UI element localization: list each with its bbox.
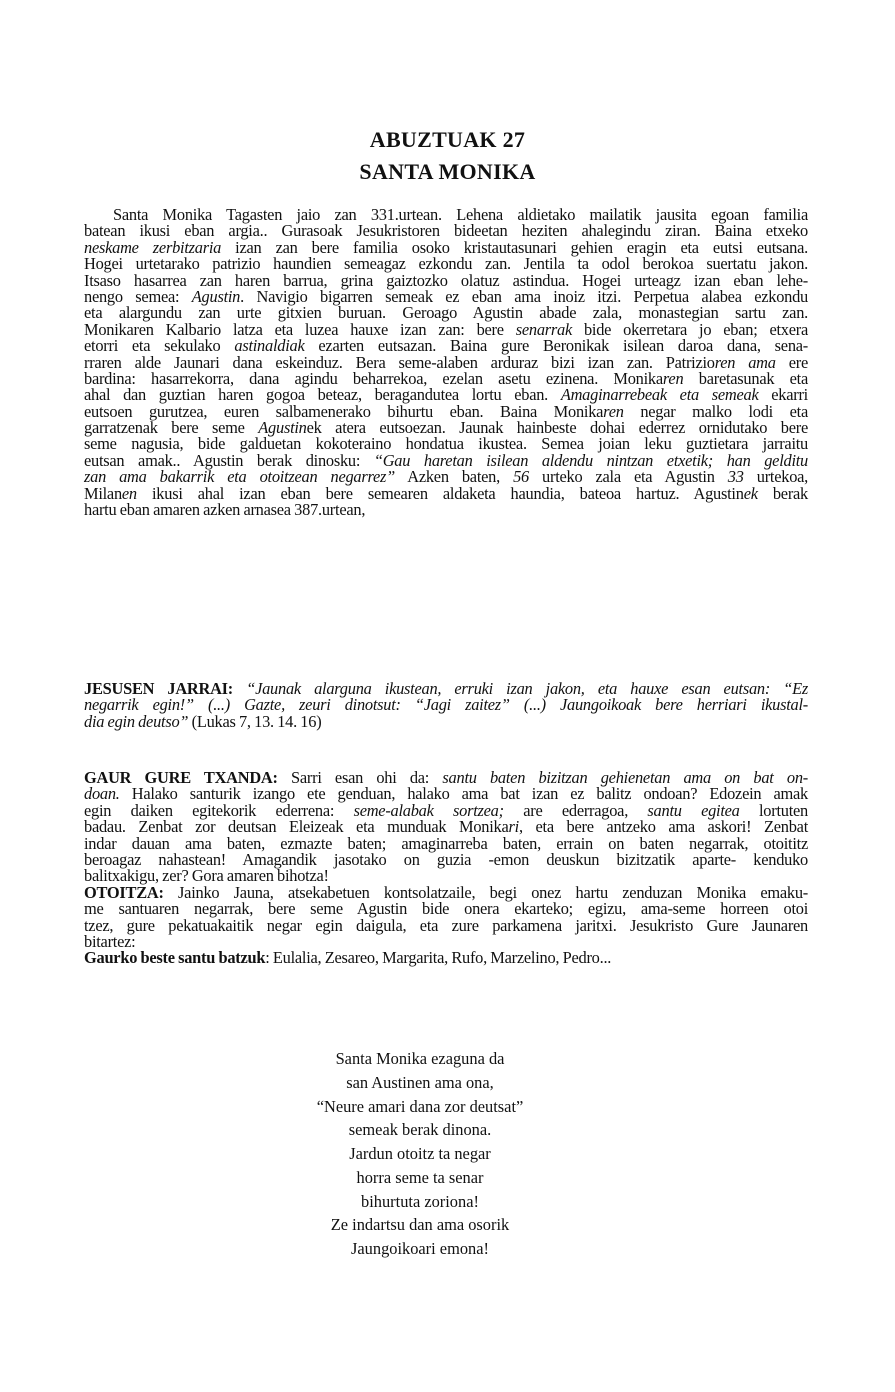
gaur-gure-txanda-paragraph — [84, 766, 808, 968]
text-segment: beroagaz nahastean! Amagandik jasotako on guzia -emon deuskun bizitzatik aparte- kenduko — [84, 849, 808, 869]
poem-line: semeak berak dinona. — [348, 1120, 492, 1140]
text-segment: berak — [757, 483, 809, 503]
text-segment: ek — [743, 483, 758, 503]
text-segment: lortuten — [739, 800, 808, 820]
text-segment: Agustin — [258, 418, 307, 438]
text-segment: nengo semea: — [84, 286, 192, 306]
text-segment: tzez, gure pekatuakaitik negar egin daigula, eta zure parkamena jaritxi. Jesukristo Gure Jaunaren — [84, 915, 808, 935]
text-segment: negarrik egin!” (...) Gazte, zeuri dinotsut: “Jagi zaitez” (...) Jaungoikoak bere herriari ikustal- — [84, 695, 808, 715]
text-segment: : Eulalia, Zesareo, Margarita, Rufo, Marzelino, Pedro... — [265, 948, 612, 968]
text-line — [84, 432, 808, 454]
text-segment: Monikaren Kalbario latza eta luzea hauxe izan zan: bere — [84, 319, 516, 339]
text-segment: ek atera eutsoezan. Jaunak hainbeste dohai ederrez ornidutako bere — [306, 418, 809, 438]
text-segment: en — [121, 483, 137, 503]
text-line — [84, 881, 808, 902]
poem — [220, 1047, 620, 1261]
text-segment: hartu eban amaren azken arnasea 387.urtean, — [84, 500, 366, 520]
text-segment: izan zan bere familia osoko kristautasunari gehien eragin eta eutsi eutsana. — [221, 237, 808, 257]
text-segment: seme nagusia, bide galduetan kokoteraino hondatua ikustea. Semea joian leku guztietara jarraitu — [84, 434, 808, 454]
text-segment: doan. — [84, 784, 120, 804]
text-segment: garratzenak bere seme — [84, 418, 259, 438]
text-segment: rraren alde Jaunari dana eskeinduz. Bera seme-alaben arduraz bizi izan zan. Patrizio — [84, 352, 715, 372]
section-label: Gaurko beste santu batzuk — [84, 948, 266, 968]
text-line — [84, 318, 808, 339]
text-segment: ri — [508, 817, 519, 837]
section-label: GAUR GURE TXANDA: — [84, 768, 278, 787]
poem-line: horra seme ta senar — [356, 1167, 484, 1187]
text-line — [84, 897, 808, 919]
text-segment: Itsaso hasarrea zan haren barrua, grina gaiztozko olatuz astindua. Hogei urteagz izan eban lehe- — [84, 270, 808, 290]
biography-paragraph — [84, 203, 809, 520]
text-line — [84, 782, 808, 804]
text-segment: dia egin deutso” — [84, 711, 189, 731]
poem-line: Jardun otoitz ta negar — [349, 1144, 491, 1163]
poem-line: bihurtuta zoriona! — [361, 1191, 479, 1211]
text-segment: etorri eta sekulako — [84, 336, 235, 356]
text-segment: negar malko lodi eta — [623, 401, 808, 421]
text-segment: me santuaren negarrak, bere seme Agustin bide onera ekarteko; egizu, ama-seme horreen otoi — [84, 899, 808, 919]
text-segment: ere — [775, 352, 808, 372]
text-segment: ekarri — [758, 385, 808, 405]
text-line — [84, 351, 808, 372]
text-line — [84, 848, 808, 869]
text-segment: eta alargundu zan urte gitxien buruan. Geroago Agustin abade zala, monastegian sartu zan. — [84, 303, 808, 323]
text-line — [84, 914, 808, 935]
text-line — [84, 400, 808, 421]
text-line — [84, 766, 808, 787]
poem-line: Jaungoikoari emona! — [351, 1239, 489, 1258]
text-line — [84, 219, 808, 241]
text-line — [84, 367, 808, 388]
text-line — [84, 678, 808, 698]
text-line — [84, 449, 808, 470]
text-line — [84, 334, 808, 356]
text-segment: Santa Monika Tagasten jaio zan 331.urtean. Lehena aldietako mailatik jausita egoan familia — [113, 205, 808, 224]
text-line — [84, 799, 808, 820]
text-line — [84, 465, 809, 487]
text-segment: bardina: hasarrekorra, dana agindu beharrekoa, ezelan asetu ezinena. Monika — [84, 368, 663, 388]
text-segment: Sarri esan ohi da: — [277, 768, 443, 787]
text-segment: Azken baten, — [395, 467, 514, 487]
section-label: OTOITZA: — [84, 882, 164, 902]
text-segment: santu baten bizitzan gehienetan ama on bat on- — [442, 768, 808, 787]
jesusen-jarrai-paragraph — [84, 678, 808, 731]
text-segment: Hogei urtetarako patrizio haundien semeagaz ezkondu zan. Jentila ta odol berokoa suertatu jakon. — [84, 254, 808, 274]
text-segment: bitartez: — [84, 931, 136, 951]
text-line — [84, 815, 808, 837]
text-segment: santu egitea — [647, 800, 740, 820]
text-line — [84, 285, 808, 306]
text-segment: senarrak — [515, 319, 573, 339]
text-segment: Milan — [84, 483, 122, 503]
text-segment: ren — [603, 401, 624, 421]
text-segment: zan ama bakarrik eta otoitzean negarrez” — [84, 467, 396, 487]
text-line — [84, 946, 808, 968]
text-segment: are ederragoa, — [503, 800, 648, 820]
text-segment: eutsan amak.. Agustin berak dinosku: — [84, 450, 374, 470]
text-segment: baretasunak eta — [683, 368, 808, 388]
text-segment: “Jaunak alarguna ikustean, erruki izan jakon, eta hauxe esan eutsan: “Ez — [246, 679, 808, 698]
text-segment: batean ikusi eban argia.. Gurasoak Jesukristoren bideetan heziten ahalegindu ziran. Baina etxeko — [84, 221, 808, 241]
text-segment: Amaginarrebeak eta semeak — [560, 385, 759, 405]
page-title-date: ABUZTUAK 27 — [369, 127, 526, 152]
text-line — [84, 252, 808, 274]
text-segment: . Navigio bigarren semeak ez eban ama inoiz itzi. Perpetua alabea ezkondu — [240, 286, 808, 306]
page-title-saint: SANTA MONIKA — [359, 159, 536, 184]
poem-line: Ze indartsu dan ama osorik — [330, 1215, 510, 1235]
text-segment: ahal dan guztian haren gogoa beteaz, beragandutea lortu eban. — [84, 385, 561, 405]
text-line — [84, 301, 808, 323]
poem-line: Santa Monika ezaguna da — [335, 1049, 505, 1068]
text-segment: ren ama — [714, 352, 776, 372]
text-line — [84, 383, 808, 405]
text-segment: indar dauan ama baten, ezmazte baten; amaginarreba baten, errain on baten negarrak, otoititz — [84, 833, 808, 853]
text-line — [84, 482, 809, 503]
text-segment: egin daiken egitekorik ederrena: — [84, 800, 354, 820]
text-segment: (Lukas 7, 13. 14. 16) — [188, 711, 322, 731]
text-segment: badau. Zenbat zor deutsan Eleizeak eta munduak Monika — [84, 817, 509, 837]
text-segment: “Gau haretan isilean aldendu nintzan etxetik; han gelditu — [373, 450, 808, 470]
text-segment: astinaldiak — [234, 336, 305, 356]
text-line — [84, 203, 808, 224]
text-segment: eutsoen gurutzea, euren salbamenerako bihurtu eban. Baina Monika — [84, 401, 604, 421]
text-line — [84, 832, 808, 853]
text-line — [84, 269, 808, 290]
section-label: JESUSEN JARRAI: — [84, 679, 234, 698]
text-segment: 56 — [513, 467, 529, 487]
text-segment: ezarten eutsazan. Baina gure Beronikak isilean daroa dana, sena- — [304, 336, 808, 356]
text-segment: urteko zala eta Agustin — [528, 467, 728, 487]
text-segment: urtekoa, — [743, 467, 809, 487]
text-segment: neskame zerbitzaria — [84, 237, 222, 257]
poem-line: san Austinen ama ona, — [346, 1072, 494, 1092]
text-segment: ikusi ahal izan eban bere semearen aldaketa haundia, bateoa hartuz. Agustin — [136, 483, 744, 503]
text-segment: bide okerretara jo eban; etxera — [572, 319, 808, 339]
text-line — [84, 236, 808, 257]
text-line — [84, 416, 809, 438]
text-line — [84, 694, 808, 715]
text-segment: Jainko Jauna, atsekabetuen kontsolatzaile, begi onez hartu zenduzan Monika emaku- — [163, 882, 808, 902]
text-segment: 33 — [727, 467, 744, 487]
text-segment: Halako santurik izango ete genduan, halako ama bat izan ez balitz ondoan? Edozein amak — [119, 784, 808, 804]
text-segment: , eta bere antzeko ama askori! Zenbat — [518, 817, 808, 837]
text-segment: ren — [662, 368, 684, 388]
text-segment: balitxakigu, zer? Gora amaren bihotza! — [84, 866, 329, 886]
text-segment: seme-alabak sortzea; — [353, 800, 504, 820]
text-segment: Agustin — [191, 286, 241, 306]
poem-line: “Neure amari dana zor deutsat” — [316, 1096, 524, 1116]
